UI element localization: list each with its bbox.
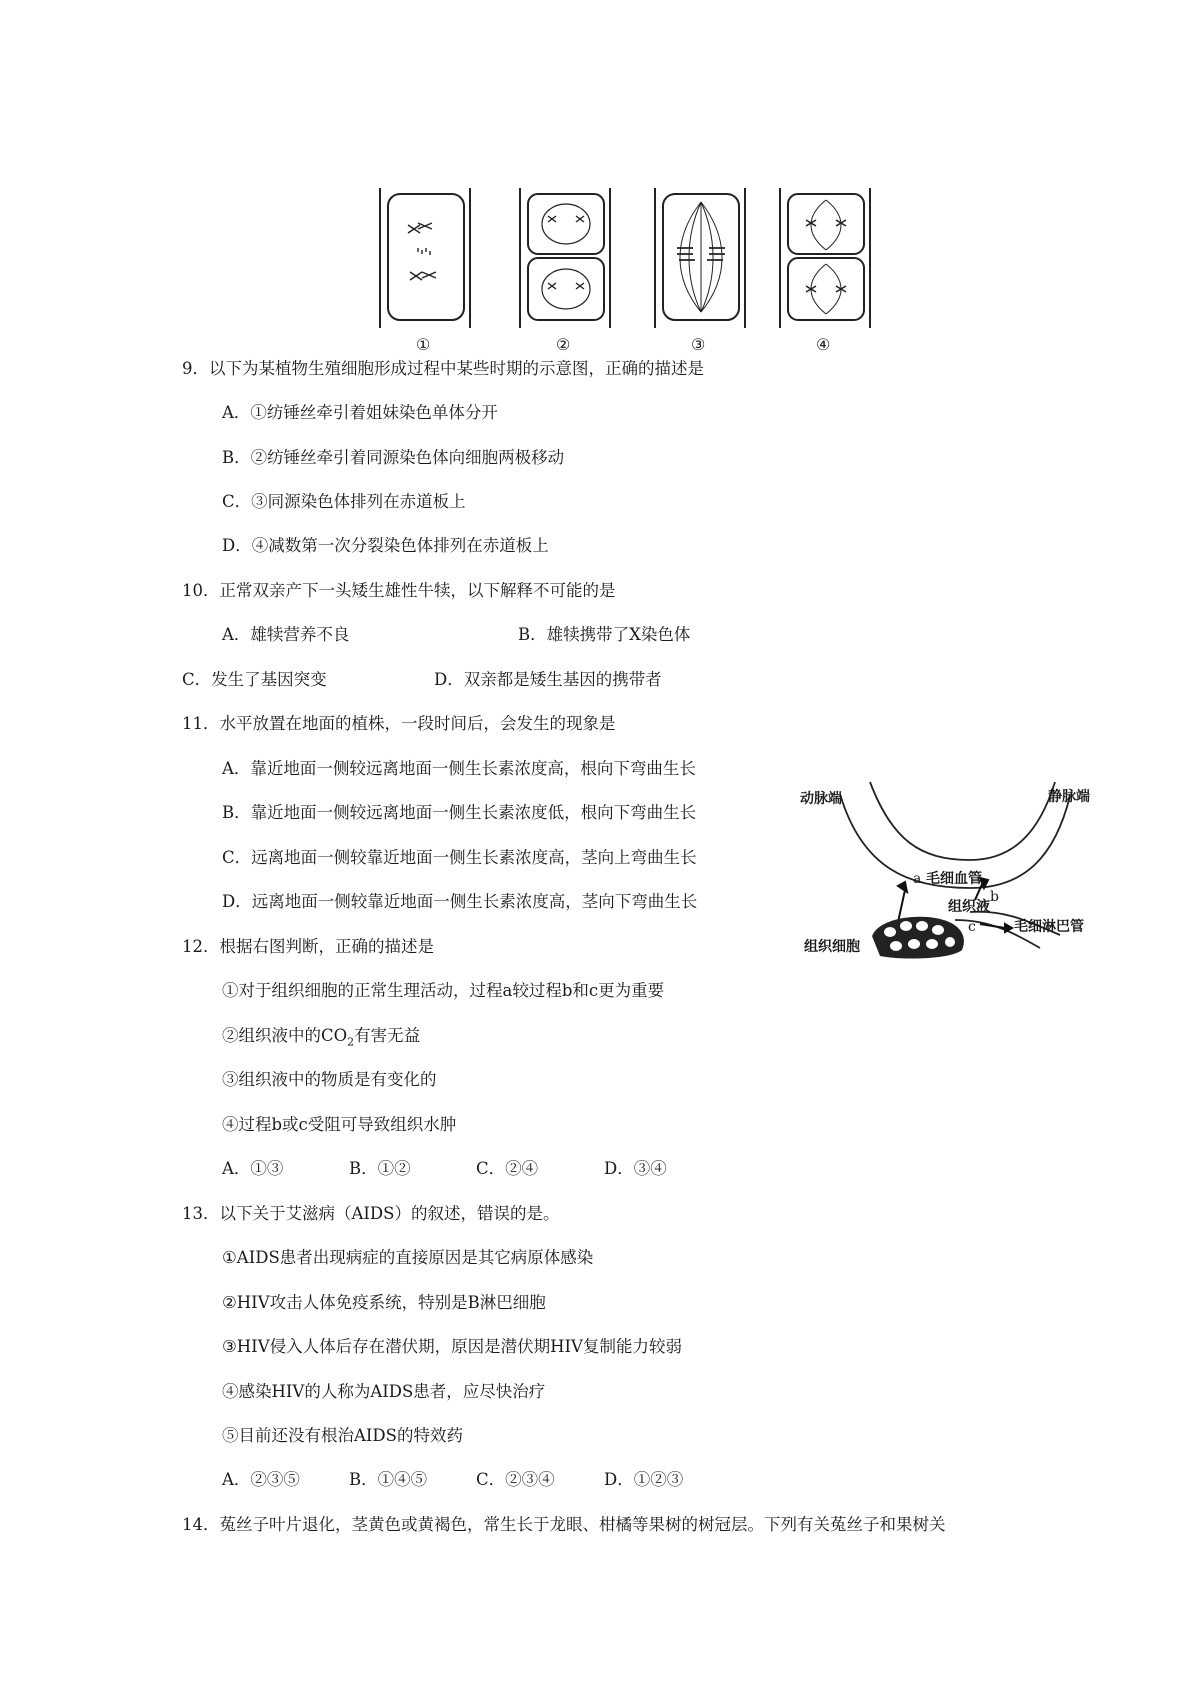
q12-statement-4: ④过程b或c受阻可导致组织水肿 xyxy=(222,1115,457,1134)
cell-diagram-4 xyxy=(780,188,870,328)
q9-option-c: C．③同源染色体排列在赤道板上 xyxy=(222,492,466,511)
q12-s2-subscript: 2 xyxy=(347,1035,355,1049)
q12-s2-rest: 有害无益 xyxy=(354,1026,421,1045)
q9-option-d: D．④减数第一次分裂染色体排列在赤道板上 xyxy=(222,536,549,555)
cell-diagram-2 xyxy=(520,188,610,328)
q10-option-c: C．发生了基因突变 xyxy=(182,670,327,689)
tissue-fluid-figure xyxy=(800,760,1100,960)
label-c: c xyxy=(968,919,976,935)
q10-option-b: B．雄犊携带了X染色体 xyxy=(518,625,691,644)
capillary-label: 毛细血管 xyxy=(926,871,982,887)
cell-label-3: ③ xyxy=(691,335,706,354)
q13-statement-3: ③HIV侵入人体后存在潜伏期，原因是潜伏期HIV复制能力较弱 xyxy=(222,1337,682,1356)
cell-label-4: ④ xyxy=(816,335,831,354)
q11-stem: 11．水平放置在地面的植株，一段时间后，会发生的现象是 xyxy=(182,714,616,733)
cell-label-2: ② xyxy=(556,335,571,354)
q13-option-b: B．①④⑤ xyxy=(349,1470,428,1489)
q13-statement-5: ⑤目前还没有根治AIDS的特效药 xyxy=(222,1426,463,1445)
q13-statement-2: ②HIV攻击人体免疫系统，特别是B淋巴细胞 xyxy=(222,1293,546,1312)
label-a: a xyxy=(913,871,922,887)
q10-option-a: A．雄犊营养不良 xyxy=(222,625,350,644)
q13-stem: 13．以下关于艾滋病（AIDS）的叙述，错误的是。 xyxy=(182,1204,560,1223)
arterial-end-label: 动脉端 xyxy=(800,791,842,807)
q12-s2-text: ②组织液中的CO xyxy=(222,1026,348,1045)
q12-statement-2 xyxy=(222,1025,420,1053)
cell-diagram-1 xyxy=(380,188,470,328)
q11-option-a: A．靠近地面一侧较远离地面一侧生长素浓度高，根向下弯曲生长 xyxy=(222,759,696,778)
tissue-cell-label: 组织细胞 xyxy=(804,939,860,955)
q10-stem: 10．正常双亲产下一头矮生雄性牛犊，以下解释不可能的是 xyxy=(182,581,616,600)
q12-option-a: A．①③ xyxy=(222,1159,284,1178)
cell-division-figure xyxy=(378,188,900,358)
q11-option-d: D．远离地面一侧较靠近地面一侧生长素浓度高，茎向下弯曲生长 xyxy=(222,892,698,911)
tissue-cell-cluster xyxy=(872,917,964,959)
cell-diagram-3 xyxy=(655,188,745,328)
q12-statement-1: ①对于组织细胞的正常生理活动，过程a较过程b和c更为重要 xyxy=(222,981,665,1000)
cell-division-diagrams xyxy=(378,188,900,333)
q12-stem: 12．根据右图判断，正确的描述是 xyxy=(182,937,434,956)
q13-statement-4: ④感染HIV的人称为AIDS患者，应尽快治疗 xyxy=(222,1382,546,1401)
q12-option-b: B．①② xyxy=(349,1159,411,1178)
tissue-fluid-label: 组织液 xyxy=(948,899,990,915)
q14-stem: 14．菟丝子叶片退化，茎黄色或黄褐色，常生长于龙眼、柑橘等果树的树冠层。下列有关菟丝子和果树关 xyxy=(182,1515,946,1534)
q9-option-b: B．②纺锤丝牵引着同源染色体向细胞两极移动 xyxy=(222,448,565,467)
q9-option-a: A．①纺锤丝牵引着姐妹染色单体分开 xyxy=(222,403,498,422)
cell-label-1: ① xyxy=(416,335,431,354)
q13-option-d: D．①②③ xyxy=(604,1470,684,1489)
q12-statement-3: ③组织液中的物质是有变化的 xyxy=(222,1070,437,1089)
q11-option-b: B．靠近地面一侧较远离地面一侧生长素浓度低，根向下弯曲生长 xyxy=(222,803,697,822)
q10-option-d: D．双亲都是矮生基因的携带者 xyxy=(434,670,662,689)
label-b: b xyxy=(990,889,999,905)
lymph-capillary-label: 毛细淋巴管 xyxy=(1014,919,1084,935)
q12-option-c: C．②④ xyxy=(476,1159,539,1178)
q13-option-c: C．②③④ xyxy=(476,1470,555,1489)
venous-end-label: 静脉端 xyxy=(1048,789,1090,805)
q13-statement-1: ①AIDS患者出现病症的直接原因是其它病原体感染 xyxy=(222,1248,594,1267)
q13-option-a: A．②③⑤ xyxy=(222,1470,300,1489)
q9-stem: 9．以下为某植物生殖细胞形成过程中某些时期的示意图，正确的描述是 xyxy=(182,359,704,378)
q11-option-c: C．远离地面一侧较靠近地面一侧生长素浓度高，茎向上弯曲生长 xyxy=(222,848,697,867)
q12-option-d: D．③④ xyxy=(604,1159,667,1178)
